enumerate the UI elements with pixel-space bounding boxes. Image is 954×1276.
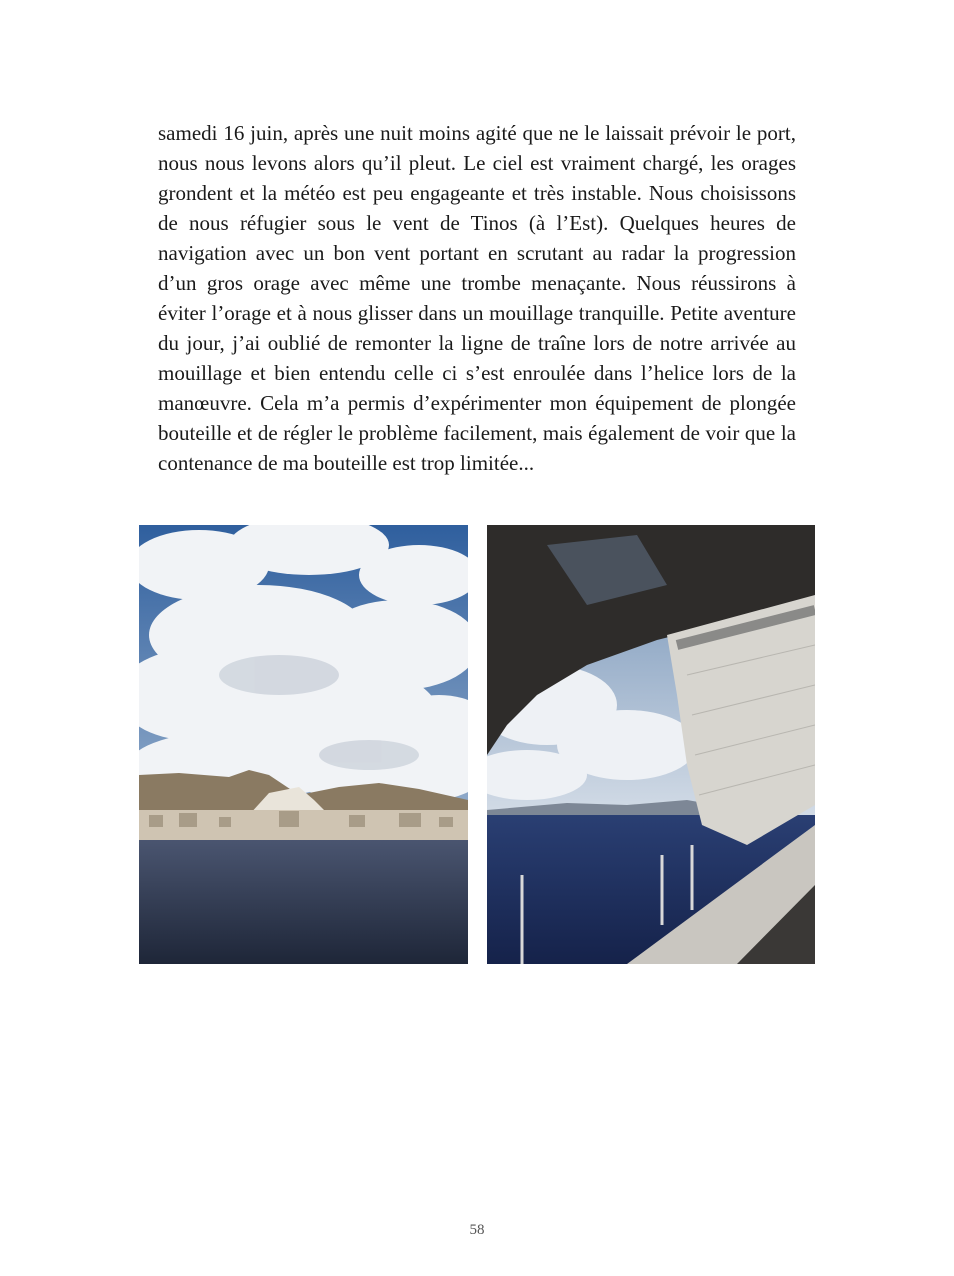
page-number: 58 — [469, 1222, 485, 1238]
photo-sailing-view — [487, 525, 815, 964]
photo-island-harbour — [139, 525, 468, 964]
body-paragraph: samedi 16 juin, après une nuit moins agité que ne le laissait prévoir le port, nous nous levons alors qu’il pleut. Le ciel est vraiment chargé, les orages grondent et la météo est peu engageante et très instable. Nous choisissons de nous réfugier sous le vent de Tinos (à l’Est). Quelques heures de navigation avec un bon vent portant en scrutant au radar la progression d’un gros orage avec même une trombe menaçante. Nous réussirons à éviter l’orage et à nous glisser dans un mouillage tranquille. Petite aventure du jour, j’ai oublié de remonter la ligne de traîne lors de notre arrivée au mouillage et bien entendu celle ci s’est enroulée dans l’helice lors de la manœuvre. Cela m’a permis d’expérimenter mon équipement de plongée bouteille et de régler le problème facilement, mais également de voir que la contenance de ma bouteille est trop limitée... — [158, 121, 796, 475]
